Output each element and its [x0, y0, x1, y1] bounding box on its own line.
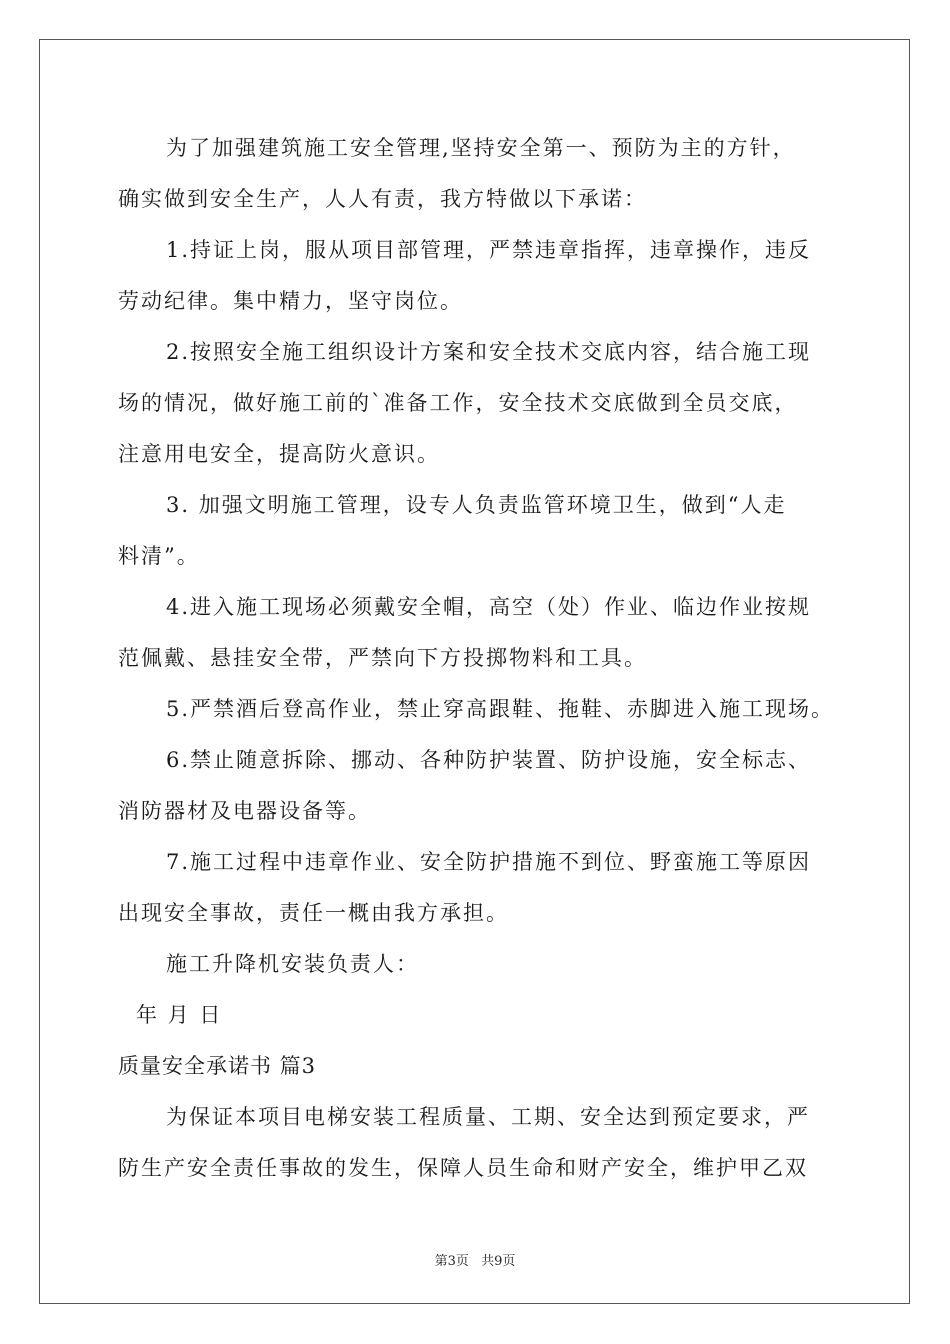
- paragraph-line: 料清”。: [118, 544, 200, 568]
- signature-line: 施工升降机安装负责人：: [166, 952, 419, 976]
- paragraph-line: 4.进入施工现场必须戴安全帽，高空（处）作业、临边作业按规: [166, 595, 812, 619]
- paragraph-line: 1.持证上岗，服从项目部管理，严禁违章指挥，违章操作，违反: [166, 238, 812, 262]
- paragraph-line: 5.严禁酒后登高作业，禁止穿高跟鞋、拖鞋、赤脚进入施工现场。: [166, 697, 835, 721]
- paragraph-line: 消防器材及电器设备等。: [118, 799, 371, 823]
- page-number: 第3页: [434, 1254, 469, 1269]
- section-heading: 质量安全承诺书 篇3: [118, 1054, 317, 1078]
- page-total: 共9页: [481, 1254, 516, 1269]
- paragraph-line: 出现安全事故，责任一概由我方承担。: [118, 901, 509, 925]
- paragraph-line: 确实做到安全生产，人人有责，我方特做以下承诺：: [118, 187, 647, 211]
- paragraph-line: 防生产安全责任事故的发生，保障人员生命和财产安全，维护甲乙双: [118, 1156, 808, 1180]
- paragraph-line: 为了加强建筑施工安全管理,坚持安全第一、预防为主的方针，: [166, 136, 796, 160]
- paragraph-line: 7.施工过程中违章作业、安全防护措施不到位、野蛮施工等原因: [166, 850, 812, 874]
- page-footer: [0, 1250, 950, 1269]
- paragraph-line: 场的情况，做好施工前的`准备工作，安全技术交底做到全员交底，: [118, 391, 798, 415]
- paragraph-line: 2.按照安全施工组织设计方案和安全技术交底内容，结合施工现: [166, 340, 812, 364]
- date-line: 年 月 日: [136, 1003, 223, 1027]
- paragraph-line: 为保证本项目电梯安装工程质量、工期、安全达到预定要求，严: [166, 1105, 810, 1129]
- paragraph-line: 6.禁止随意拆除、挪动、各种防护装置、防护设施，安全标志、: [166, 748, 812, 772]
- paragraph-line: 注意用电安全，提高防火意识。: [118, 442, 440, 466]
- document-body: [118, 123, 848, 1194]
- paragraph-line: 3. 加强文明施工管理，设专人负责监管环境卫生，做到“人走: [166, 493, 787, 517]
- paragraph-line: 范佩戴、悬挂安全带，严禁向下方投掷物料和工具。: [118, 646, 647, 670]
- paragraph-line: 劳动纪律。集中精力，坚守岗位。: [118, 289, 463, 313]
